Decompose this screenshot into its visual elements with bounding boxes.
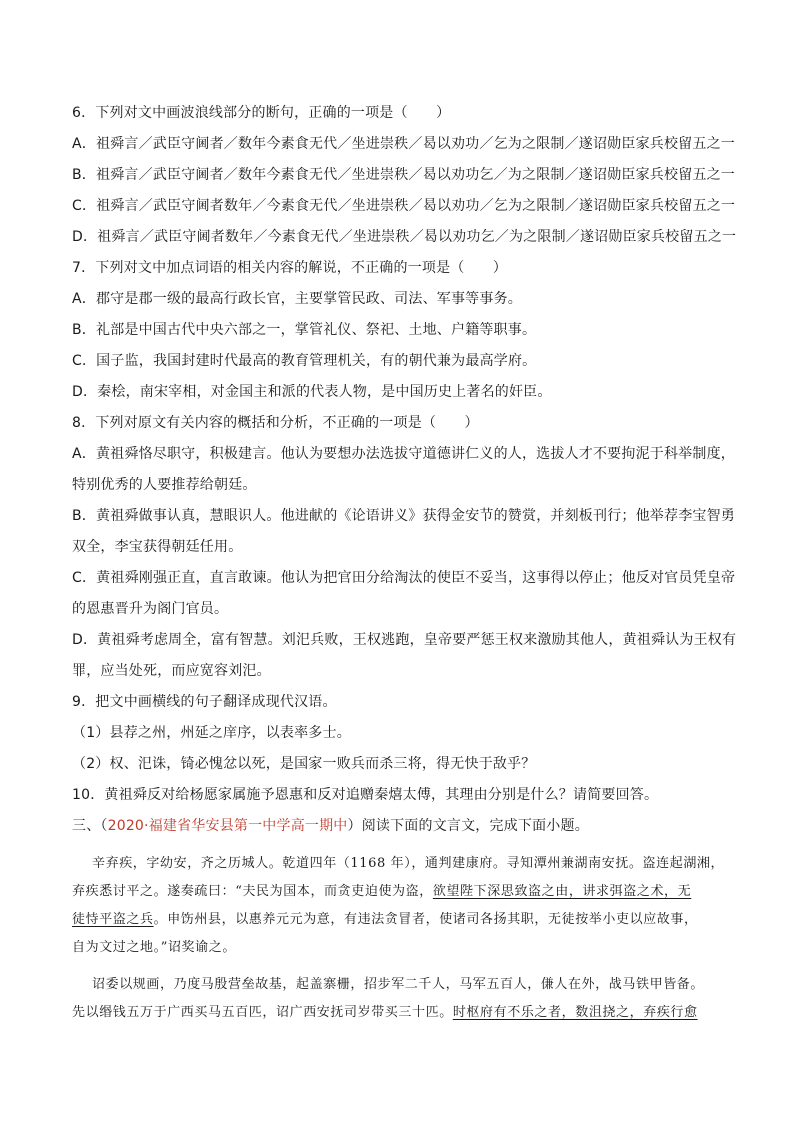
section-3-prefix: 三、（ (72, 818, 108, 834)
q7-option-b: B．礼部是中国古代中央六部之一，掌管礼仪、祭祀、土地、户籍等职事。 (72, 322, 537, 338)
q8-option-a-line1: A．黄祖舜恪尽职守，积极建言。他认为要想办法选拔守道德讲仁义的人，选拔人才不要拘泥于科举制度， (72, 446, 735, 462)
q8-option-a-line2: 特别优秀的人要推荐给朝廷。 (72, 477, 257, 493)
passage-p1-line3-text: 。申饬州县，以惠养元元为意，有违法贪冒者，使诸司各扬其职，无徒按举小吏以应故事， (153, 912, 698, 927)
q6-stem: 6．下列对文中画波浪线部分的断句，正确的一项是（ ） (72, 105, 451, 121)
q7-stem: 7．下列对文中加点词语的相关内容的解说，不正确的一项是（ ） (72, 260, 508, 276)
passage-p1-line3 (72, 910, 698, 930)
q7-option-c: C．国子监，我国封建时代最高的教育管理机关，有的朝代兼为最高学府。 (72, 353, 537, 369)
q6-option-c: C．祖舜言／武臣守阃者数年／今素食无代／坐进崇秩／曷以劝功／乞为之限制／遂诏勋臣家兵校留五之一 (72, 198, 736, 214)
q10-stem: 10．黄祖舜反对给杨愿家属施予恩惠和反对追赠秦熺太傅，其理由分别是什么？请简要回答。 (72, 787, 659, 803)
passage-p1-line4: 自为文过之地。”诏奖谕之。 (72, 940, 236, 955)
underlined-sentence-end: 徒恃平盗之兵 (72, 912, 154, 927)
passage-p2-line1: 诏委以规画，乃度马殷营垒故基，起盖寨栅，招步军二千人，马军五百人，傔人在外，战马铁甲皆备。 (92, 977, 705, 992)
passage-p1-line2 (72, 882, 691, 902)
section-3-suffix: ）阅读下面的文言文，完成下面小题。 (347, 818, 589, 834)
section-3-heading (72, 816, 589, 836)
q6-option-d: D．祖舜言／武臣守阃者数年／今素食无代／坐进崇秩／曷以劝功乞／为之限制／遂诏勋臣家兵校留五之一 (72, 229, 737, 245)
q8-option-d-line1: D．黄祖舜考虑周全，富有智慧。刘汜兵败，王权逃跑，皇帝要严惩王权来激励其他人，黄祖舜认为王权有 (72, 632, 737, 648)
q8-option-b-line2: 双全，李宝获得朝廷任用。 (72, 539, 243, 555)
passage-p2-line2 (72, 1003, 698, 1023)
q7-option-d: D．秦桧，南宋宰相，对金国主和派的代表人物，是中国历史上著名的奸臣。 (72, 384, 552, 400)
q9-sentence-1: （1）县荐之州，州延之庠序，以表率多士。 (72, 725, 351, 741)
q8-option-c-line2: 的恩惠晋升为阁门官员。 (72, 601, 229, 617)
passage-p1-line2-text: 弃疾悉讨平之。遂奏疏曰：“夫民为国本，而贪吏迫使为盗， (72, 884, 433, 899)
q8-option-b-line1: B．黄祖舜做事认真，慧眼识人。他进献的《论语讲义》获得金安节的赞赏，并刻板刊行；他举荐李宝智勇 (72, 508, 736, 524)
q7-option-a: A．郡守是郡一级的最高行政长官，主要掌管民政、司法、军事等事务。 (72, 291, 522, 307)
q8-option-d-line2: 罪，应当处死，而应宽容刘汜。 (72, 663, 271, 679)
underlined-sentence: 欲望陛下深思致盗之由，讲求弭盗之术，无 (432, 884, 692, 899)
q9-stem: 9．把文中画横线的句子翻译成现代汉语。 (72, 694, 337, 710)
q8-option-c-line1: C．黄祖舜刚强正直，直言敢谏。他认为把官田分给淘汰的使臣不妥当，这事得以停止；他反对官员凭皇帝 (72, 570, 736, 586)
underlined-sentence-2: 时枢府有不乐之者，数沮挠之，弃疾行愈 (452, 1005, 698, 1020)
passage-p1-line1: 辛弃疾，字幼安，齐之历城人。乾道四年（1168 年），通判建康府。寻知潭州兼湖南安抚。盗连起湖湘， (92, 856, 725, 871)
q6-option-b: B．祖舜言／武臣守阃者／数年今素食无代／坐进崇秩／曷以劝功乞／为之限制／遂诏勋臣家兵校留五之一 (72, 167, 736, 183)
q9-sentence-2: （2）权、汜诛，锜必愧忿以死，是国家一败兵而杀三将，得无快于敌乎？ (72, 756, 536, 772)
passage-p2-line2-text: 先以缗钱五万于广西买马五百匹，诏广西安抚司岁带买三十匹。 (72, 1005, 453, 1020)
q8-stem: 8．下列对原文有关内容的概括和分析，不正确的一项是（ ） (72, 415, 479, 431)
section-3-source: 2020·福建省华安县第一中学高一期中 (107, 818, 348, 834)
q6-option-a: A．祖舜言／武臣守阃者／数年今素食无代／坐进崇秩／曷以劝功／乞为之限制／遂诏勋臣家兵校留五之一 (72, 136, 735, 152)
